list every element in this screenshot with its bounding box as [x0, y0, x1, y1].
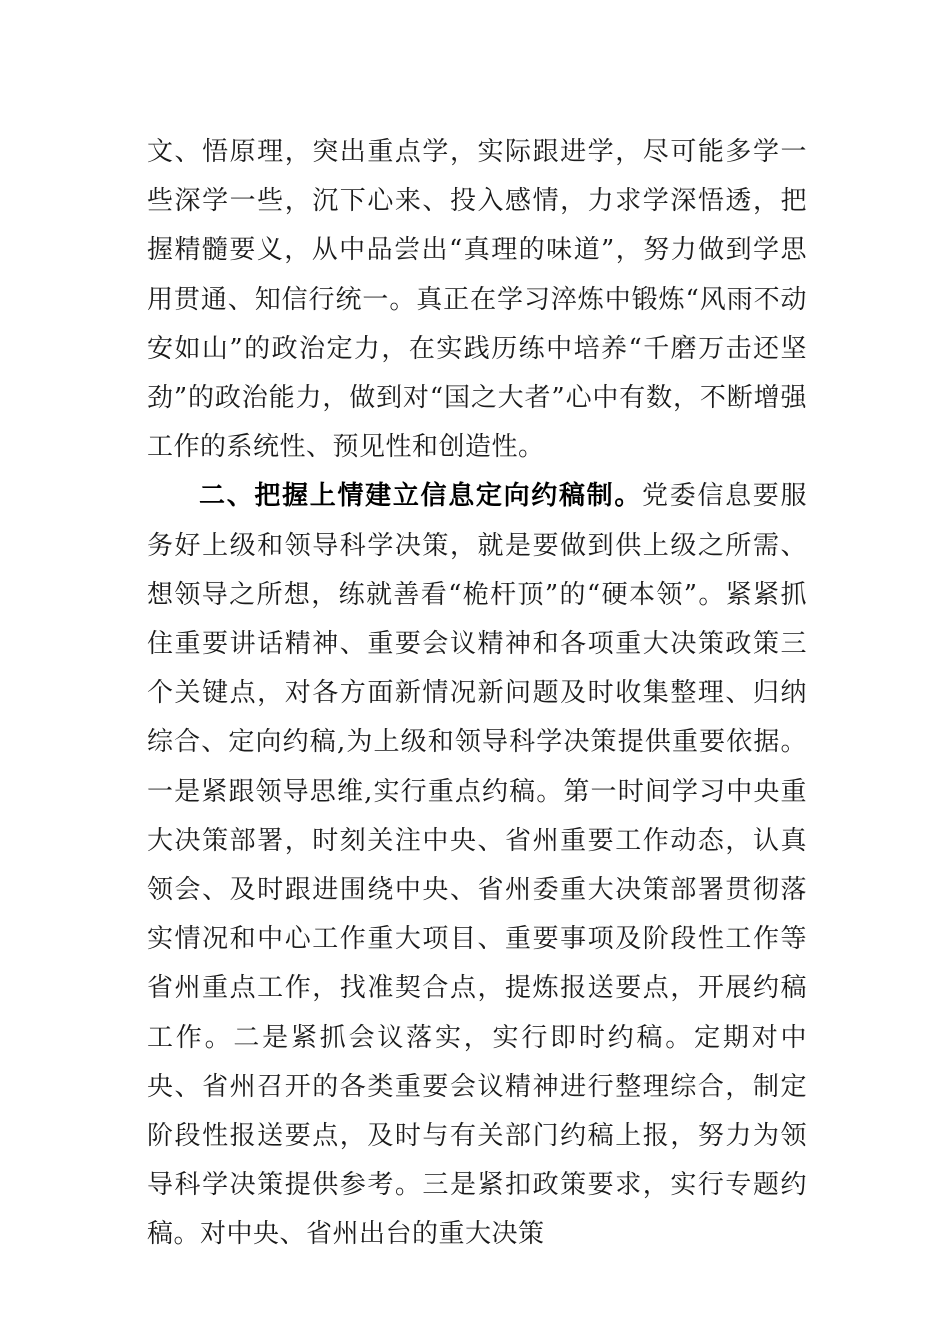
section-heading: 二、把握上情建立信息定向约稿制。	[199, 481, 643, 512]
paragraph-2-body: 党委信息要服务好上级和领导科学决策，就是要做到供上级之所需、想领导之所想，练就善看“桅杆顶”的“硬本领”。紧紧抓住重要讲话精神、重要会议精神和各项重大决策政策三个关键点，对各方面新情况新问题及时收集整理、归纳综合、定向约稿,为上级和领导科学决策提供重要依据。一是紧跟领导思维,实行重点约稿。第一时间学习中央重大决策部署，时刻关注中央、省州重要工作动态，认真领会、及时跟进围绕中央、省州委重大决策部署贯彻落实情况和中心工作重大项目、重要事项及阶段性工作等省州重点工作，找准契合点，提炼报送要点，开展约稿工作。二是紧抓会议落实，实行即时约稿。定期对中央、省州召开的各类重要会议精神进行整理综合，制定阶段性报送要点，及时与有关部门约稿上报，努力为领导科学决策提供参考。三是紧扣政策要求，实行专题约稿。对中央、省州出台的重大决策	[147, 481, 807, 1250]
paragraph-2	[147, 472, 807, 1259]
paragraph-1: 文、悟原理，突出重点学，实际跟进学，尽可能多学一些深学一些，沉下心来、投入感情，力求学深悟透，把握精髓要义，从中品尝出“真理的味道”，努力做到学思用贯通、知信行统一。真正在学习淬炼中锻炼“风雨不动安如山”的政治定力，在实践历练中培养“千磨万击还坚劲”的政治能力，做到对“国之大者”心中有数，不断增强工作的系统性、预见性和创造性。	[147, 137, 807, 463]
document-body	[147, 128, 807, 1260]
